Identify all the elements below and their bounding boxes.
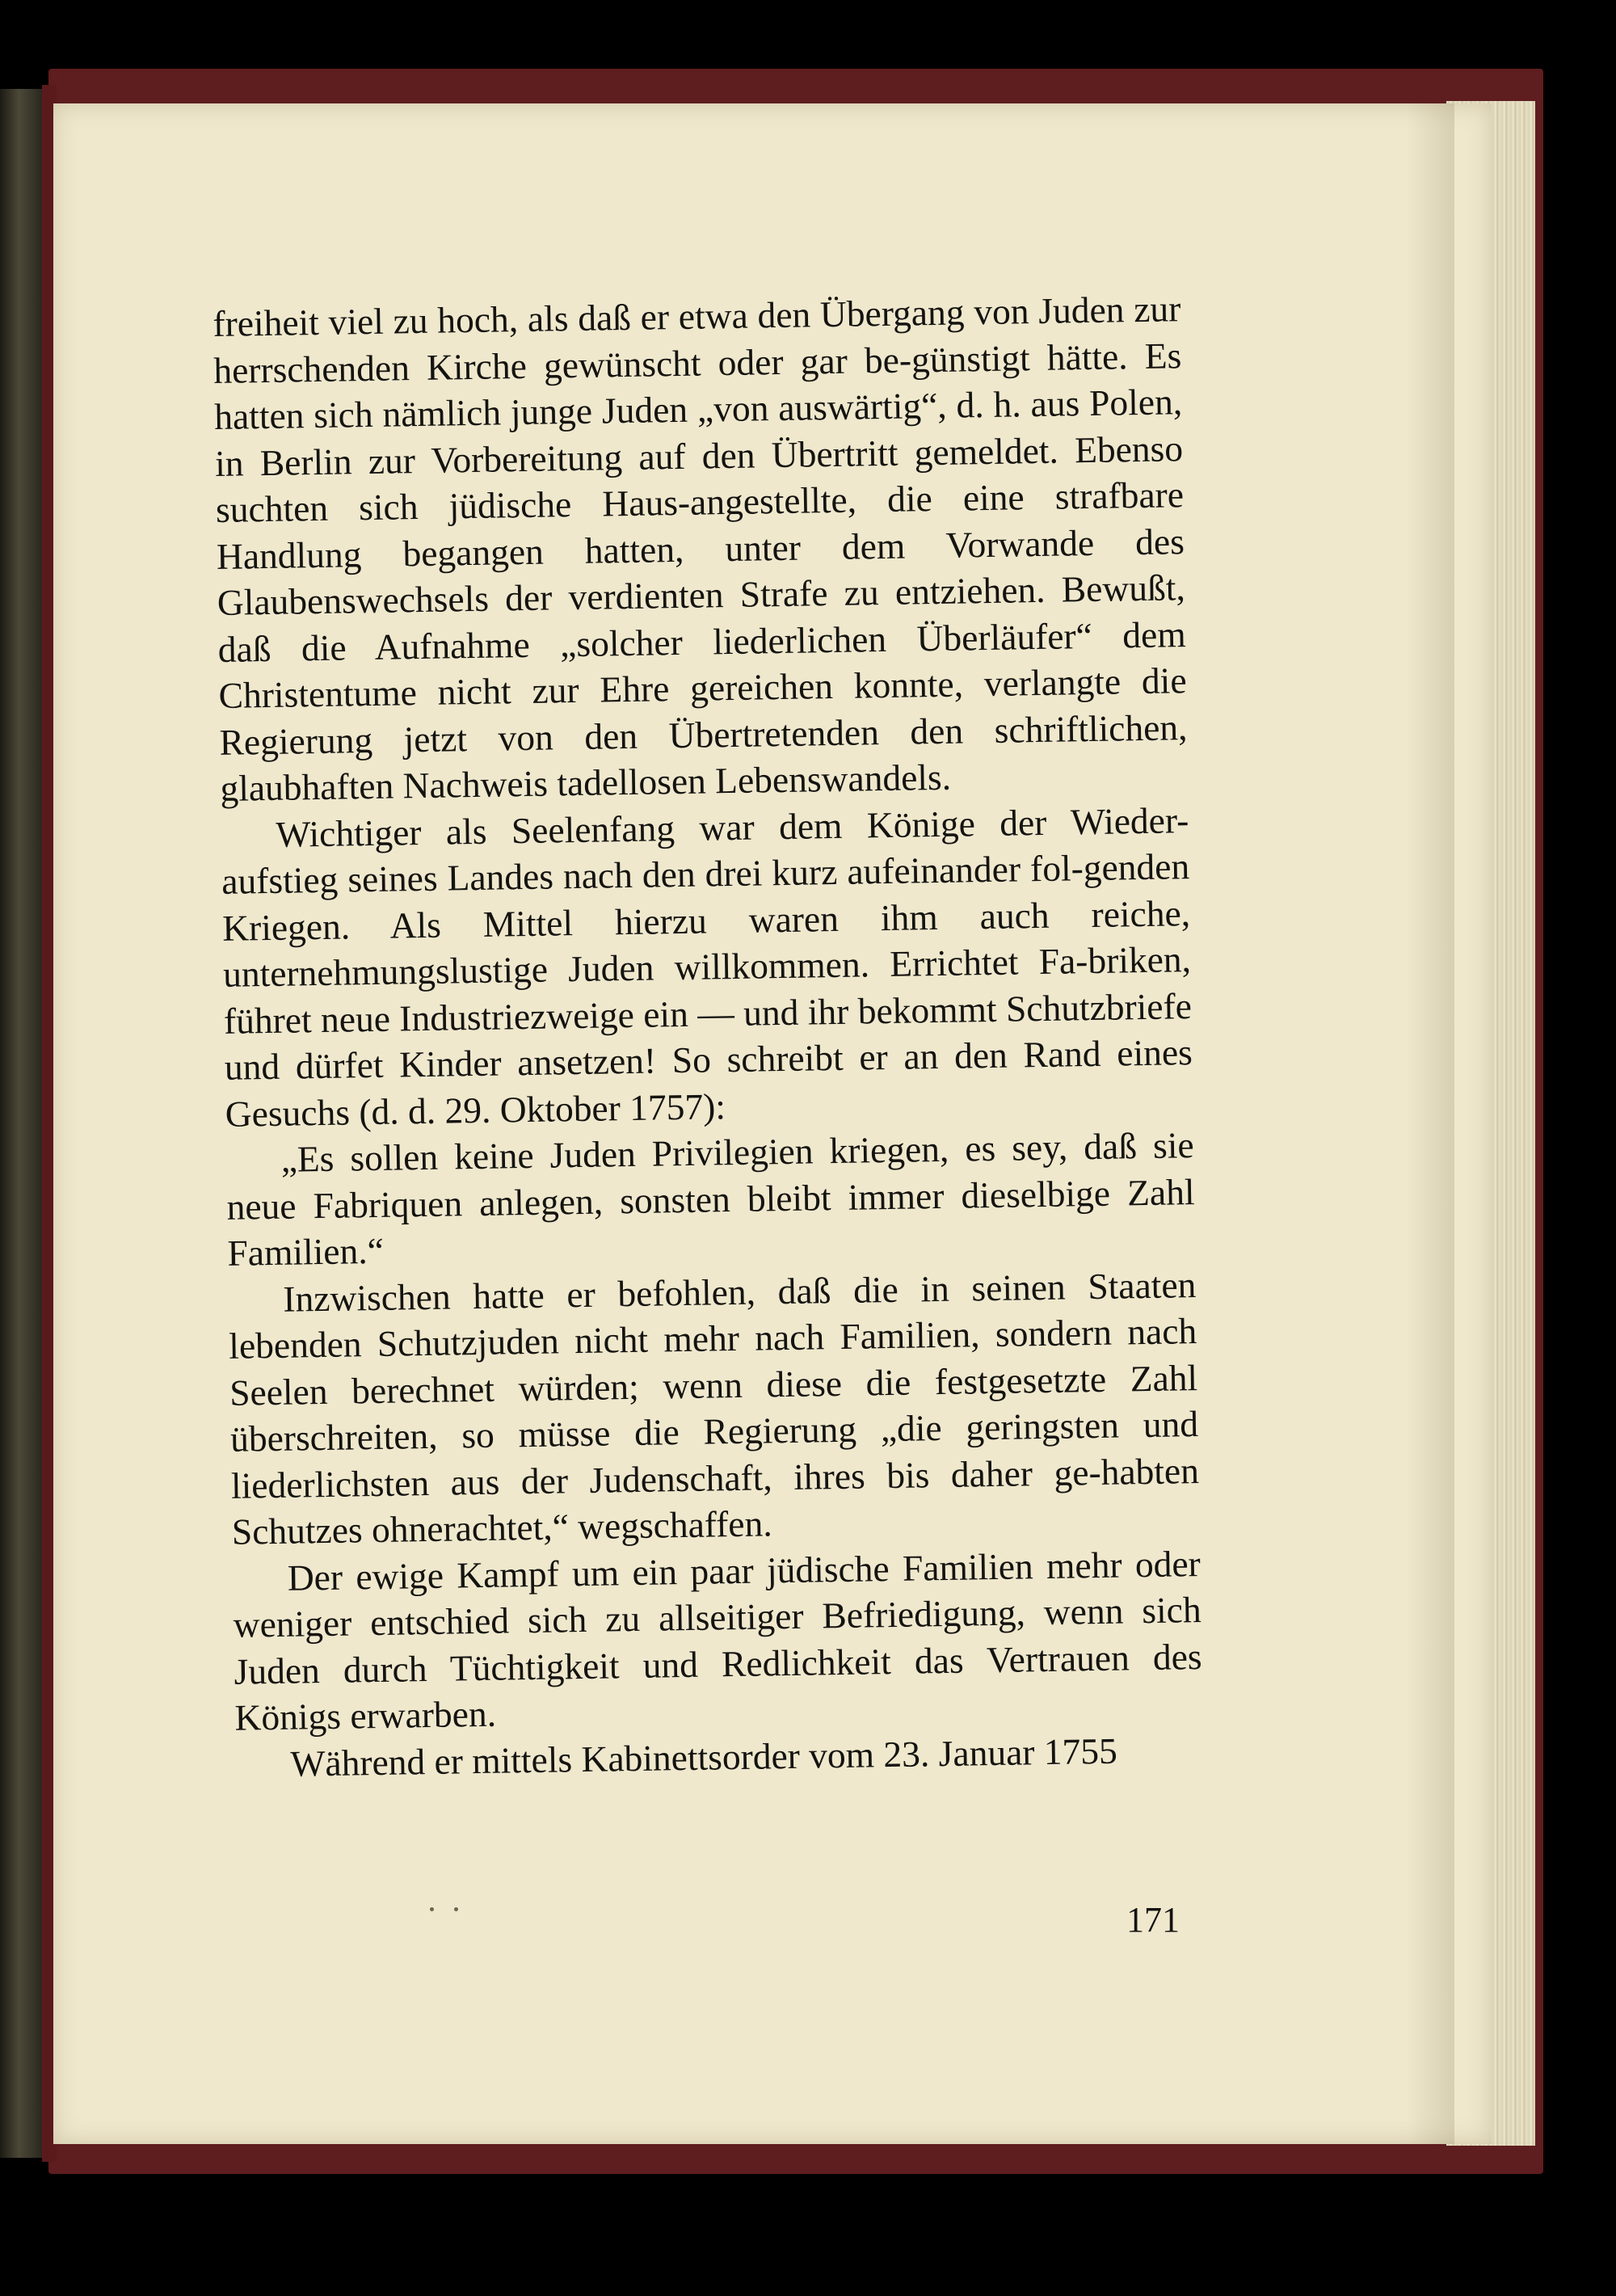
page-gutter-shadow	[1406, 103, 1454, 2144]
page-number: 171	[1126, 1900, 1180, 1940]
print-speck	[454, 1907, 458, 1911]
block-quote: „Es sollen keine Juden Privilegien kriegen, es sey, daß sie neue Fabriquen anlegen, sonsten bleibt immer dieselbige Zahl Familien.“	[226, 1124, 1195, 1274]
print-speck	[430, 1907, 434, 1911]
left-page-edge	[0, 89, 42, 2158]
paragraph: Inzwischen hatte er befohlen, daß die in seinen Staaten lebenden Schutzjuden nicht mehr nach Familien, sondern nach Seelen berechnet würden; wenn diese die festgesetzte Zahl überschreiten, so müsse die Regierung „die geringsten und liederlichsten aus der Judenschaft, ihres bis daher ge-habten Schutzes ohnerachtet,“ wegschaffen.	[228, 1263, 1200, 1552]
paragraph-final: Während er mittels Kabinettsorder vom 23. Januar 1755	[290, 1729, 1118, 1784]
body-text	[213, 285, 1204, 1788]
paragraph: Wichtiger als Seelenfang war dem Könige der Wieder-aufstieg seines Landes nach den drei kurz aufeinander fol-genden Kriegen. Als Mittel hierzu waren ihm auch reiche, unternehmungslustige Juden willkommen. Errichtet Fa-briken, führet neue Industriezweige ein — und ihr bekommt Schutzbriefe und dürfet Kinder ansetzen! So schreibt er an den Rand eines Gesuchs (d. d. 29. Oktober 1757):	[221, 798, 1193, 1135]
paragraph: Der ewige Kampf um ein paar jüdische Familien mehr oder weniger entschied sich zu allseitiger Befriedigung, wenn sich Juden durch Tüchtigkeit und Redlichkeit das Vertrauen des Königs erwarben.	[233, 1542, 1202, 1738]
paragraph-continuation: freiheit viel zu hoch, als daß er etwa den Übergang von Juden zur herrschenden Kirche gewünscht oder gar be-günstigt hätte. Es hatten sich nämlich junge Juden „von auswärtig“, d. h. aus Polen, in Berlin zur Vorbereitung auf den Übertritt gemeldet. Ebenso suchten sich jüdische Haus-angestellte, die eine strafbare Handlung begangen hatten, unter dem Vorwande des Glaubenswechsels der verdienten Strafe zu entziehen. Bewußt, daß die Aufnahme „solcher liederlichen Überläufer“ dem Christentume nicht zur Ehre gereichen konnte, verlangte die Regierung jetzt von den Übertretenden den schriftlichen, glaubhaften Nachweis tadellosen Lebenswandels.	[213, 288, 1188, 809]
